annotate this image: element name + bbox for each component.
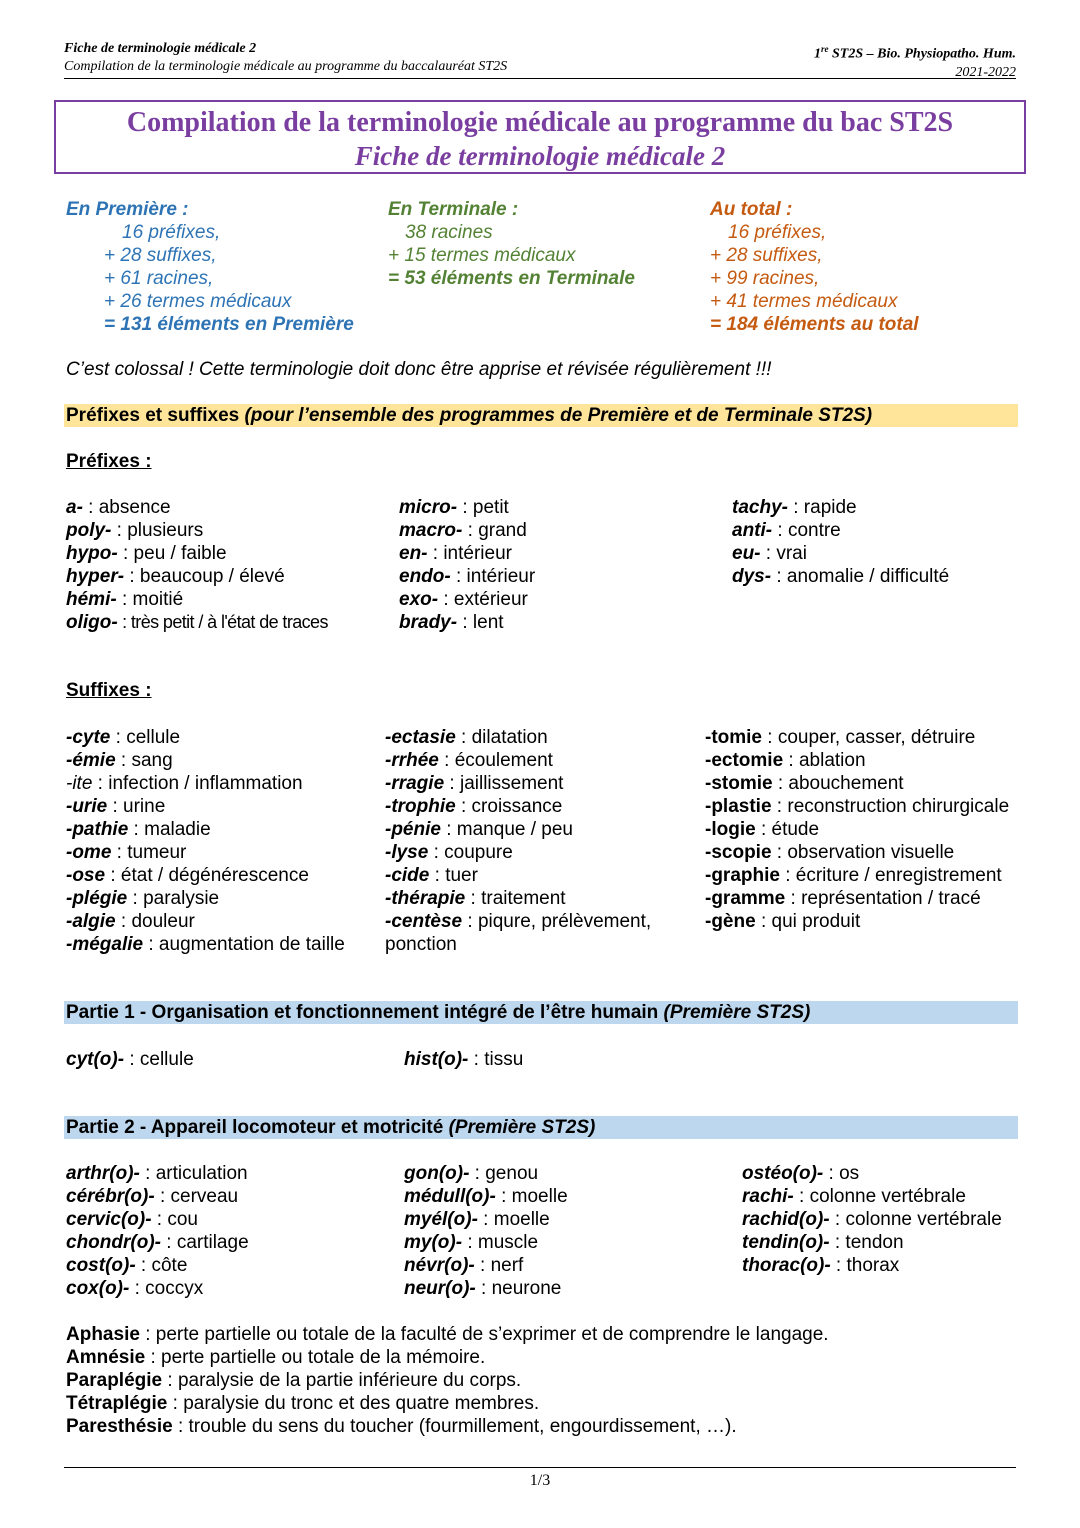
definition: : coupure <box>428 842 513 863</box>
stats-premiere-line: + 26 termes médicaux <box>104 291 292 312</box>
term: Amnésie <box>66 1347 146 1368</box>
definition: : coccyx <box>129 1278 204 1299</box>
section-partie-2 <box>64 1116 1018 1139</box>
term: thorac(o)- <box>742 1255 831 1276</box>
list-item <box>705 864 1009 887</box>
term: -centèse <box>385 911 463 932</box>
definition: : intérieur <box>427 543 512 564</box>
term: en- <box>399 543 428 564</box>
term: -lyse <box>385 842 429 863</box>
list-item <box>385 726 651 749</box>
list-item <box>66 910 345 933</box>
definition: : écriture / enregistrement <box>779 865 1002 886</box>
definition: : lent <box>457 612 504 633</box>
term: -ectasie <box>385 727 456 748</box>
definition: : paralysie du tronc et des quatre membres. <box>167 1393 540 1414</box>
term: névr(o)- <box>404 1255 475 1276</box>
list-item <box>742 1231 1002 1254</box>
term: -pathie <box>66 819 129 840</box>
list-item <box>404 1048 523 1071</box>
list-item <box>742 1254 1002 1277</box>
list-item <box>705 795 1009 818</box>
list-item <box>385 864 651 887</box>
term: brady- <box>399 612 458 633</box>
definition: : paralysie de la partie inférieure du corps. <box>162 1370 522 1391</box>
suffixes-col-3 <box>705 726 1009 933</box>
partie2-col-1 <box>66 1162 249 1300</box>
list-item <box>66 1208 249 1231</box>
definition: : cerveau <box>154 1186 239 1207</box>
prefixes-heading: Préfixes : <box>66 451 152 472</box>
stats-total-total: = 184 éléments au total <box>710 314 919 335</box>
term: myél(o)- <box>404 1209 478 1230</box>
definition: : nerf <box>474 1255 524 1276</box>
definition: : représentation / tracé <box>785 888 981 909</box>
term: tendin(o)- <box>742 1232 830 1253</box>
partie2-definitions <box>66 1323 829 1438</box>
term: -trophie <box>385 796 456 817</box>
definition: : ablation <box>783 750 866 771</box>
list-item <box>705 841 1009 864</box>
definition: : jaillissement <box>444 773 564 794</box>
list-item <box>66 841 345 864</box>
term: Paresthésie <box>66 1416 173 1437</box>
term: hémi- <box>66 589 117 610</box>
list-item <box>385 749 651 772</box>
term: cérébr(o)- <box>66 1186 155 1207</box>
definition: : infection / inflammation <box>92 773 303 794</box>
definition: : colonne vertébrale <box>793 1186 966 1207</box>
stats-total-line: + 99 racines, <box>710 268 820 289</box>
term: gon(o)- <box>404 1163 470 1184</box>
definition: : côte <box>135 1255 188 1276</box>
definition: : moelle <box>477 1209 550 1230</box>
definition: : étude <box>755 819 820 840</box>
definition-item <box>66 1346 829 1369</box>
stats-premiere <box>66 198 354 336</box>
list-item <box>66 1231 249 1254</box>
list-item <box>404 1208 568 1231</box>
term: -plastie <box>705 796 772 817</box>
definition: : plusieurs <box>111 520 204 541</box>
stats-premiere-line: + 61 racines, <box>104 268 214 289</box>
term: -stomie <box>705 773 773 794</box>
term: hist(o)- <box>404 1049 469 1070</box>
term: cost(o)- <box>66 1255 136 1276</box>
list-item <box>705 772 1009 795</box>
definition-item <box>66 1415 829 1438</box>
definition: : anomalie / difficulté <box>771 566 950 587</box>
list-item <box>385 910 651 933</box>
list-item <box>66 1254 249 1277</box>
term: tachy- <box>732 497 788 518</box>
list-item <box>399 588 535 611</box>
page-number: 1/3 <box>529 1472 551 1489</box>
list-item <box>399 611 535 634</box>
section-title: Partie 2 - Appareil locomoteur et motricité <box>66 1117 444 1138</box>
stats-premiere-line: + 28 suffixes, <box>104 245 217 266</box>
term: eu- <box>732 543 761 564</box>
title-box <box>54 100 1026 174</box>
definition: : rapide <box>787 497 857 518</box>
term: rachi- <box>742 1186 794 1207</box>
definition: : absence <box>82 497 171 518</box>
list-item <box>705 726 1009 749</box>
list-item <box>66 542 328 565</box>
list-item <box>385 772 651 795</box>
stats-terminale-line: 38 racines <box>405 222 493 243</box>
stats-terminale-heading: En Terminale : <box>388 199 519 220</box>
list-item <box>732 496 949 519</box>
stats-premiere-heading: En Première : <box>66 199 189 220</box>
definition: : grand <box>462 520 527 541</box>
definition: : moitié <box>116 589 184 610</box>
definition: : thorax <box>830 1255 900 1276</box>
definition: : contre <box>772 520 841 541</box>
definition: : tumeur <box>111 842 187 863</box>
term: poly- <box>66 520 112 541</box>
term: cyt(o)- <box>66 1049 125 1070</box>
list-item <box>399 519 535 542</box>
section-subtitle: (Première ST2S) <box>448 1117 596 1138</box>
definition: : douleur <box>115 911 195 932</box>
definition: : extérieur <box>438 589 528 610</box>
list-item <box>742 1162 1002 1185</box>
definition: : piqure, prélèvement, <box>462 911 652 932</box>
term: -urie <box>66 796 108 817</box>
header-left <box>64 40 507 76</box>
definition: : cellule <box>124 1049 194 1070</box>
list-item <box>66 887 345 910</box>
partie2-col-2 <box>404 1162 568 1300</box>
definition: : augmentation de taille <box>143 934 345 955</box>
term: -graphie <box>705 865 780 886</box>
partie1-col-1 <box>66 1048 194 1071</box>
prefixes-col-2 <box>399 496 535 634</box>
definition-item <box>66 1392 829 1415</box>
list-item <box>66 726 345 749</box>
term: -cyte <box>66 727 111 748</box>
list-item <box>66 519 328 542</box>
list-item <box>385 818 651 841</box>
term: -cide <box>385 865 430 886</box>
definition: : reconstruction chirurgicale <box>771 796 1010 817</box>
definition: : cou <box>151 1209 199 1230</box>
stats-premiere-line: 16 préfixes, <box>122 222 221 243</box>
definition: : petit <box>457 497 509 518</box>
definition: : état / dégénérescence <box>105 865 309 886</box>
definition: : cellule <box>110 727 181 748</box>
term: -tomie <box>705 727 762 748</box>
definition: : beaucoup / élevé <box>124 566 285 587</box>
list-item <box>385 933 651 956</box>
list-item <box>399 565 535 588</box>
definition: : articulation <box>139 1163 248 1184</box>
definition: : peu / faible <box>117 543 227 564</box>
list-item <box>705 749 1009 772</box>
list-item <box>742 1208 1002 1231</box>
term: a- <box>66 497 83 518</box>
definition: : tissu <box>468 1049 524 1070</box>
list-item <box>385 887 651 910</box>
definition-item <box>66 1323 829 1346</box>
definition: : intérieur <box>450 566 536 587</box>
stats-total-heading: Au total : <box>710 199 793 220</box>
definition: : très petit / à l'état de traces <box>117 612 328 632</box>
list-item <box>66 1185 249 1208</box>
definition: : colonne vertébrale <box>829 1209 1002 1230</box>
prefixes-col-1 <box>66 496 328 634</box>
list-item <box>385 795 651 818</box>
term: -rragie <box>385 773 445 794</box>
section-title: Préfixes et suffixes <box>66 405 240 426</box>
definition: : sang <box>115 750 173 771</box>
list-item <box>66 933 345 956</box>
term: arthr(o)- <box>66 1163 140 1184</box>
header-class-sup: re <box>821 44 829 54</box>
term: hypo- <box>66 543 118 564</box>
term: dys- <box>732 566 772 587</box>
list-item <box>404 1231 568 1254</box>
term: -gène <box>705 911 756 932</box>
list-item <box>705 910 1009 933</box>
list-item <box>66 749 345 772</box>
definition: : traitement <box>465 888 566 909</box>
definition: : tuer <box>429 865 478 886</box>
definition: ponction <box>385 934 457 955</box>
term: -scopie <box>705 842 772 863</box>
page-header <box>64 40 1016 79</box>
stats-terminale <box>388 198 635 290</box>
definition: : abouchement <box>772 773 904 794</box>
page-footer <box>64 1467 1016 1490</box>
section-subtitle: (pour l’ensemble des programmes de Première et de Terminale ST2S) <box>244 405 873 426</box>
term: rachid(o)- <box>742 1209 830 1230</box>
stats-terminale-line: + 15 termes médicaux <box>388 245 576 266</box>
definition: : urine <box>107 796 166 817</box>
header-class-number: 1 <box>814 46 822 62</box>
list-item <box>705 887 1009 910</box>
term: ostéo(o)- <box>742 1163 824 1184</box>
list-item <box>404 1254 568 1277</box>
term: -logie <box>705 819 756 840</box>
prefixes-col-3 <box>732 496 949 588</box>
list-item <box>404 1277 568 1300</box>
term: macro- <box>399 520 463 541</box>
stats-terminale-total: = 53 éléments en Terminale <box>388 268 635 289</box>
header-right <box>814 40 1016 82</box>
term: Aphasie <box>66 1324 140 1345</box>
term: Tétraplégie <box>66 1393 168 1414</box>
term: -ose <box>66 865 106 886</box>
partie2-col-3 <box>742 1162 1002 1277</box>
list-item <box>66 772 345 795</box>
term: médull(o)- <box>404 1186 496 1207</box>
list-item <box>404 1185 568 1208</box>
main-title: Compilation de la terminologie médicale au programme du bac ST2S <box>126 107 954 138</box>
definition: : écoulement <box>438 750 553 771</box>
definition: : neurone <box>475 1278 562 1299</box>
list-item <box>399 542 535 565</box>
term: endo- <box>399 566 451 587</box>
term: cox(o)- <box>66 1278 130 1299</box>
definition: : cartilage <box>160 1232 249 1253</box>
stats-premiere-total: = 131 éléments en Première <box>104 314 354 335</box>
definition: : tendon <box>829 1232 904 1253</box>
list-item <box>385 841 651 864</box>
list-item <box>66 565 328 588</box>
list-item <box>66 818 345 841</box>
term: -algie <box>66 911 116 932</box>
list-item <box>66 1162 249 1185</box>
stats-total-line: 16 préfixes, <box>728 222 827 243</box>
definition: : vrai <box>760 543 807 564</box>
list-item <box>732 519 949 542</box>
term: Paraplégie <box>66 1370 163 1391</box>
term: -thérapie <box>385 888 466 909</box>
section-prefixes-suffixes <box>64 404 1018 427</box>
definition: : moelle <box>495 1186 568 1207</box>
suffixes-col-1 <box>66 726 345 956</box>
definition: : perte partielle ou totale de la faculté de s’exprimer et de comprendre le langage. <box>139 1324 829 1345</box>
term: -gramme <box>705 888 786 909</box>
list-item <box>399 496 535 519</box>
section-partie-1 <box>64 1001 1018 1024</box>
term: -plégie <box>66 888 128 909</box>
stats-total-line: + 28 suffixes, <box>710 245 823 266</box>
header-doc-subtitle: Compilation de la terminologie médicale au programme du baccalauréat ST2S <box>64 59 508 74</box>
list-item <box>66 588 328 611</box>
term: -ite <box>66 773 93 794</box>
suffixes-col-2 <box>385 726 651 956</box>
term: hyper- <box>66 566 125 587</box>
definition: : os <box>823 1163 860 1184</box>
term: cervic(o)- <box>66 1209 152 1230</box>
term: my(o)- <box>404 1232 463 1253</box>
section-subtitle: (Première ST2S) <box>663 1002 811 1023</box>
list-item <box>66 611 328 634</box>
term: anti- <box>732 520 773 541</box>
definition-item <box>66 1369 829 1392</box>
header-class <box>814 40 1016 64</box>
term: -pénie <box>385 819 441 840</box>
term: -émie <box>66 750 116 771</box>
header-year: 2021-2022 <box>955 64 1016 80</box>
term: neur(o)- <box>404 1278 476 1299</box>
list-item <box>66 1048 194 1071</box>
definition: : genou <box>469 1163 539 1184</box>
section-title: Partie 1 - Organisation et fonctionnement intégré de l’être humain <box>66 1002 659 1023</box>
list-item <box>66 864 345 887</box>
definition: : couper, casser, détruire <box>762 727 976 748</box>
note: C’est colossal ! Cette terminologie doit donc être apprise et révisée régulièrement !!! <box>66 359 772 380</box>
partie1-col-2 <box>404 1048 523 1071</box>
term: oligo- <box>66 612 118 633</box>
definition: : observation visuelle <box>771 842 955 863</box>
definition: : muscle <box>462 1232 539 1253</box>
term: -mégalie <box>66 934 144 955</box>
term: -ome <box>66 842 112 863</box>
definition: : manque / peu <box>440 819 573 840</box>
list-item <box>705 818 1009 841</box>
header-class-rest: ST2S – Bio. Physiopatho. Hum. <box>828 46 1016 62</box>
definition: : perte partielle ou totale de la mémoire. <box>145 1347 486 1368</box>
list-item <box>732 565 949 588</box>
suffixes-heading: Suffixes : <box>66 680 152 701</box>
header-doc-title: Fiche de terminologie médicale 2 <box>64 41 257 56</box>
term: -rrhée <box>385 750 439 771</box>
list-item <box>404 1162 568 1185</box>
definition: : croissance <box>455 796 563 817</box>
definition: : qui produit <box>755 911 861 932</box>
definition: : dilatation <box>455 727 548 748</box>
list-item <box>732 542 949 565</box>
term: -ectomie <box>705 750 784 771</box>
term: exo- <box>399 589 439 610</box>
stats-total <box>710 198 919 336</box>
main-subtitle: Fiche de terminologie médicale 2 <box>354 141 726 171</box>
term: micro- <box>399 497 458 518</box>
list-item <box>742 1185 1002 1208</box>
term: chondr(o)- <box>66 1232 161 1253</box>
definition: : paralysie <box>127 888 220 909</box>
list-item <box>66 1277 249 1300</box>
stats-total-line: + 41 termes médicaux <box>710 291 898 312</box>
definition: : maladie <box>128 819 211 840</box>
list-item <box>66 795 345 818</box>
list-item <box>66 496 328 519</box>
definition: : trouble du sens du toucher (fourmillement, engourdissement, …). <box>172 1416 737 1437</box>
